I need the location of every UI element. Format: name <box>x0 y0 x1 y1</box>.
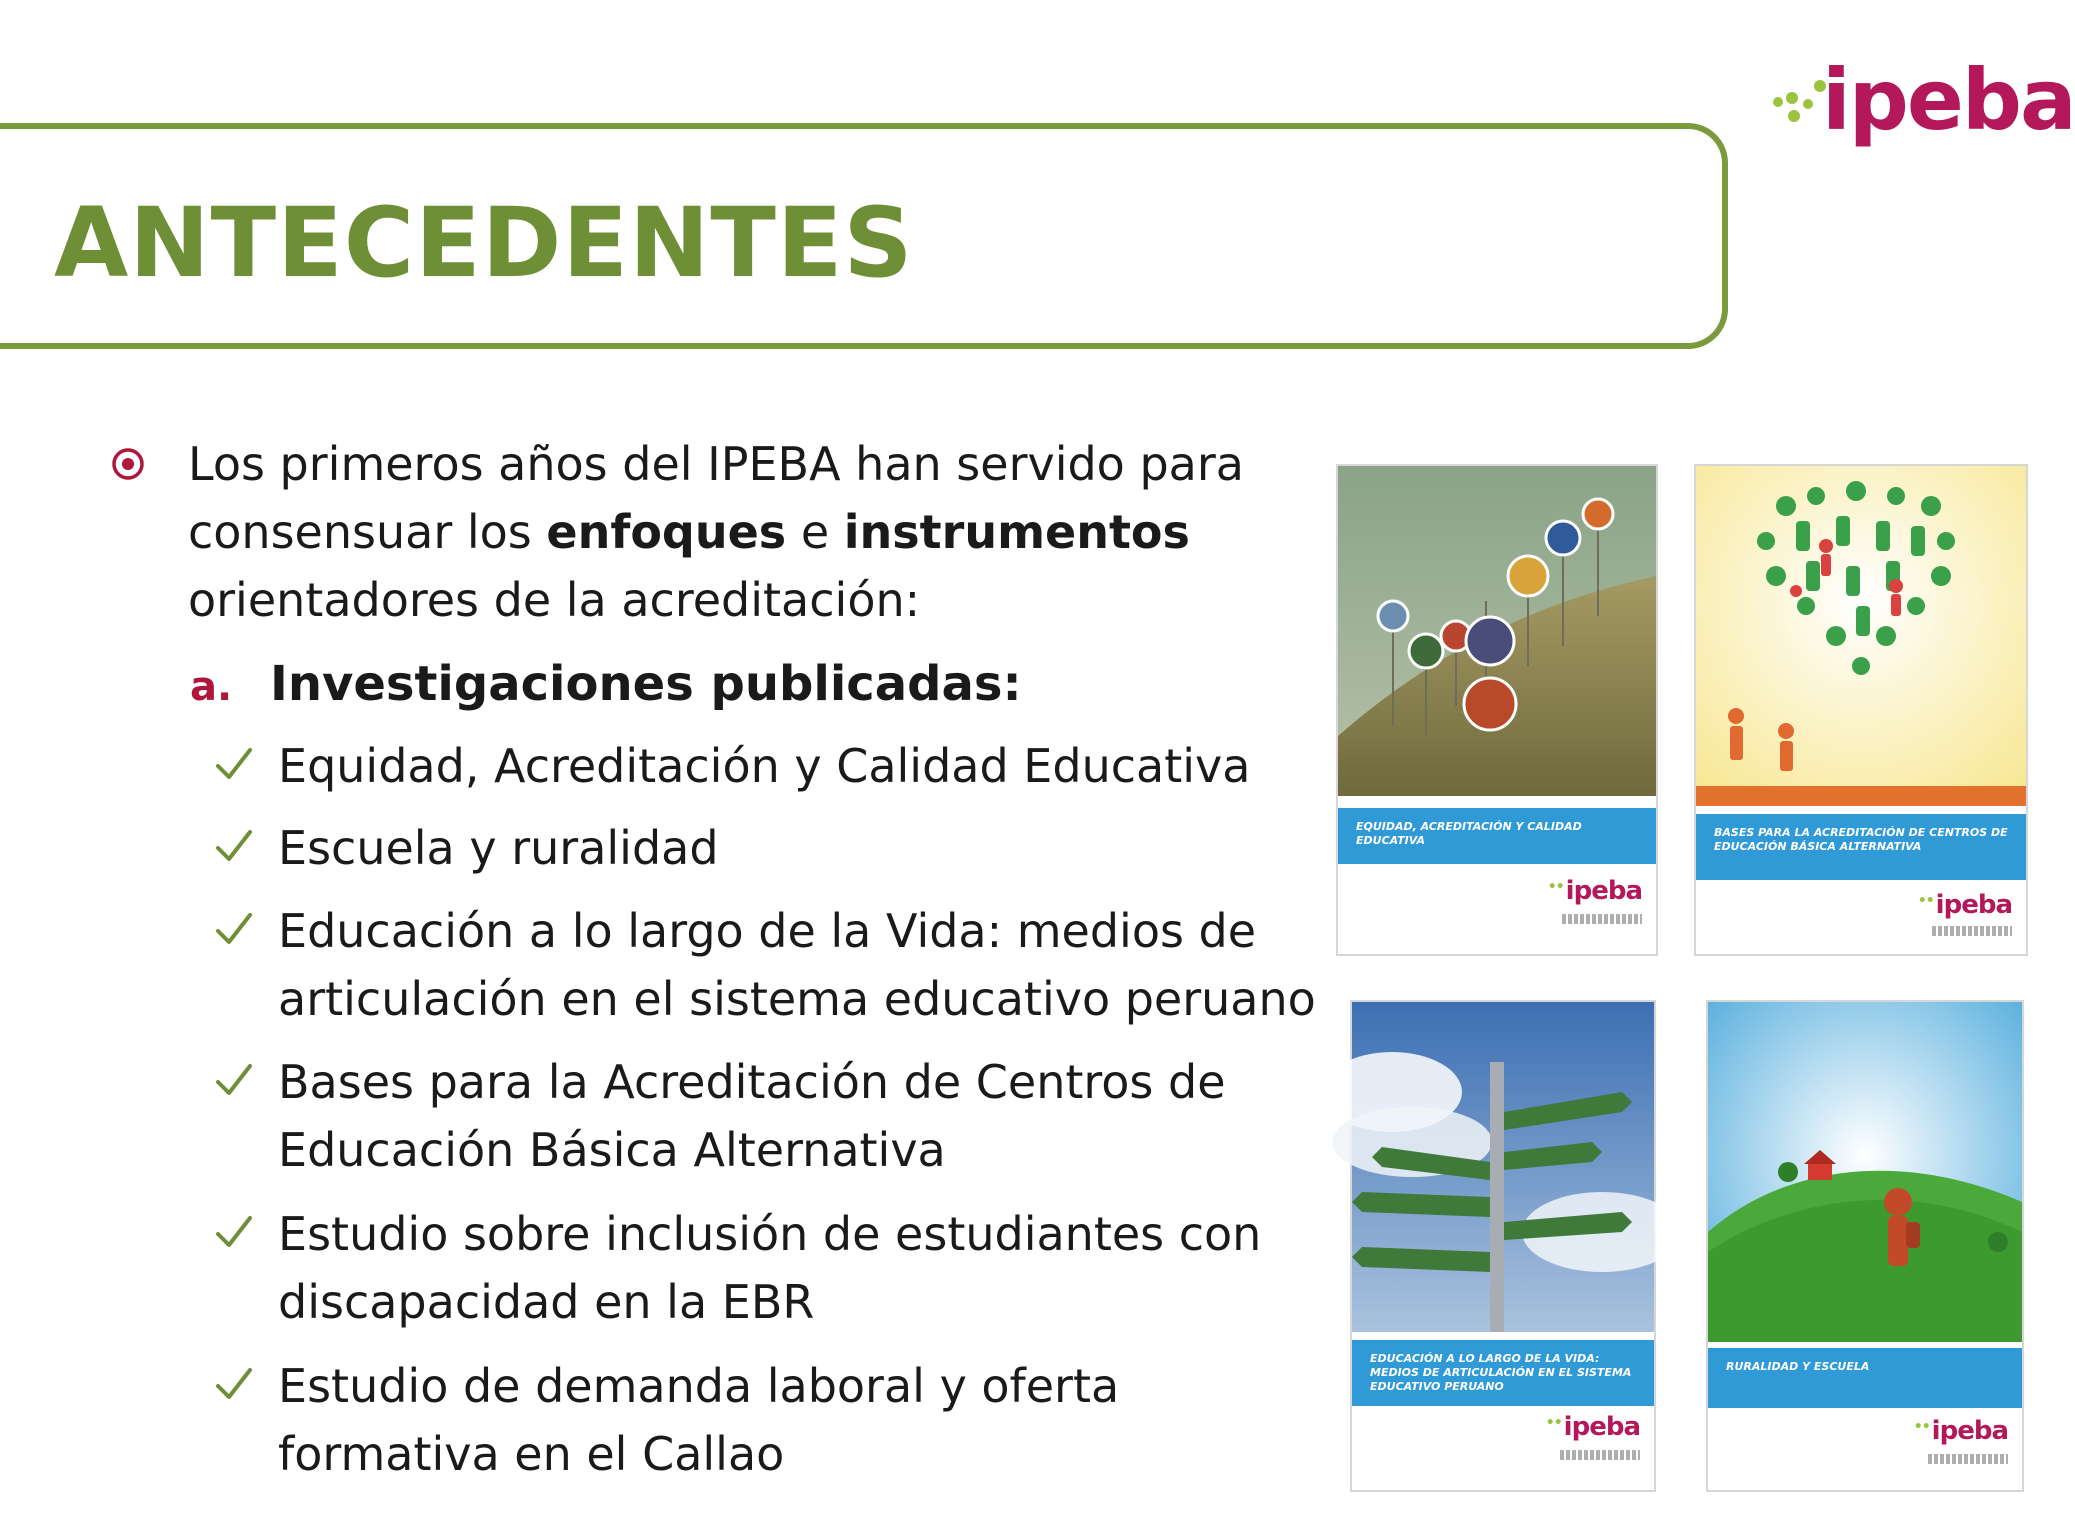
cover-logo-tagline <box>1928 1454 2008 1464</box>
cover-art-hillside-image <box>1338 466 1656 796</box>
checkmark-icon <box>214 744 254 784</box>
checkmark-icon <box>214 1364 254 1404</box>
checkmark-icon <box>214 1212 254 1252</box>
section-label: Investigaciones publicadas: <box>270 656 1022 712</box>
book-cover-bases <box>1696 466 2026 954</box>
cover-logo: •• ipeba <box>1546 1412 1640 1442</box>
cover-title-band: BASES PARA LA ACREDITACIÓN DE CENTROS DE EDUCACIÓN BÁSICA ALTERNATIVA <box>1696 814 2026 880</box>
list-item-text: Educación a lo largo de la Vida: medios de articulación en el sistema educativo peruano <box>278 904 1316 1026</box>
book-cover-educacion-vida <box>1352 1002 1654 1490</box>
cover-title-band: RURALIDAD Y ESCUELA <box>1708 1348 2022 1408</box>
logo-wordmark: ipeba <box>1822 51 2075 149</box>
logo-dots-icon <box>1770 72 1830 132</box>
book-cover-equidad <box>1338 466 1656 954</box>
checkmark-icon <box>214 826 254 866</box>
ipeba-logo <box>1770 50 2075 150</box>
intro-bold-enfoques: enfoques <box>546 505 787 559</box>
intro-text-1: Los primeros años del IPEBA han servido para consensuar los <box>188 437 1244 559</box>
cover-logo: •• ipeba <box>1548 876 1642 906</box>
cover-logo-tagline <box>1562 914 1642 924</box>
list-item-text: Equidad, Acreditación y Calidad Educativa <box>278 739 1251 793</box>
intro-text-2: e <box>786 505 844 559</box>
cover-title-band: EQUIDAD, ACREDITACIÓN Y CALIDAD EDUCATIVA <box>1338 808 1656 864</box>
intro-text-3: orientadores de la acreditación: <box>188 573 921 627</box>
cover-logo-tagline <box>1560 1450 1640 1460</box>
target-bullet-icon <box>110 446 146 482</box>
list-item-text: Escuela y ruralidad <box>278 821 719 875</box>
list-item-text: Bases para la Acreditación de Centros de Educación Básica Alternativa <box>278 1055 1226 1177</box>
cover-art-figures-image <box>1696 466 2026 806</box>
cover-art-rural-image <box>1708 1002 2022 1342</box>
checkmark-icon <box>214 909 254 949</box>
cover-art-signpost-image <box>1352 1002 1654 1332</box>
section-letter: a. <box>190 664 233 710</box>
cover-logo-tagline <box>1932 926 2012 936</box>
list-item-text: Estudio sobre inclusión de estudiantes con discapacidad en la EBR <box>278 1207 1262 1329</box>
intro-bold-instrumentos: instrumentos <box>843 505 1190 559</box>
list-item-text: Estudio de demanda laboral y oferta formativa en el Callao <box>278 1359 1120 1481</box>
cover-logo: •• ipeba <box>1918 890 2012 920</box>
checkmark-icon <box>214 1060 254 1100</box>
book-cover-ruralidad <box>1708 1002 2022 1490</box>
intro-paragraph <box>188 430 1318 634</box>
cover-title-band: EDUCACIÓN A LO LARGO DE LA VIDA: MEDIOS DE ARTICULACIÓN EN EL SISTEMA EDUCATIVO PERUANO <box>1352 1340 1654 1406</box>
page-title: ANTECEDENTES <box>54 187 914 299</box>
cover-logo: •• ipeba <box>1914 1416 2008 1446</box>
